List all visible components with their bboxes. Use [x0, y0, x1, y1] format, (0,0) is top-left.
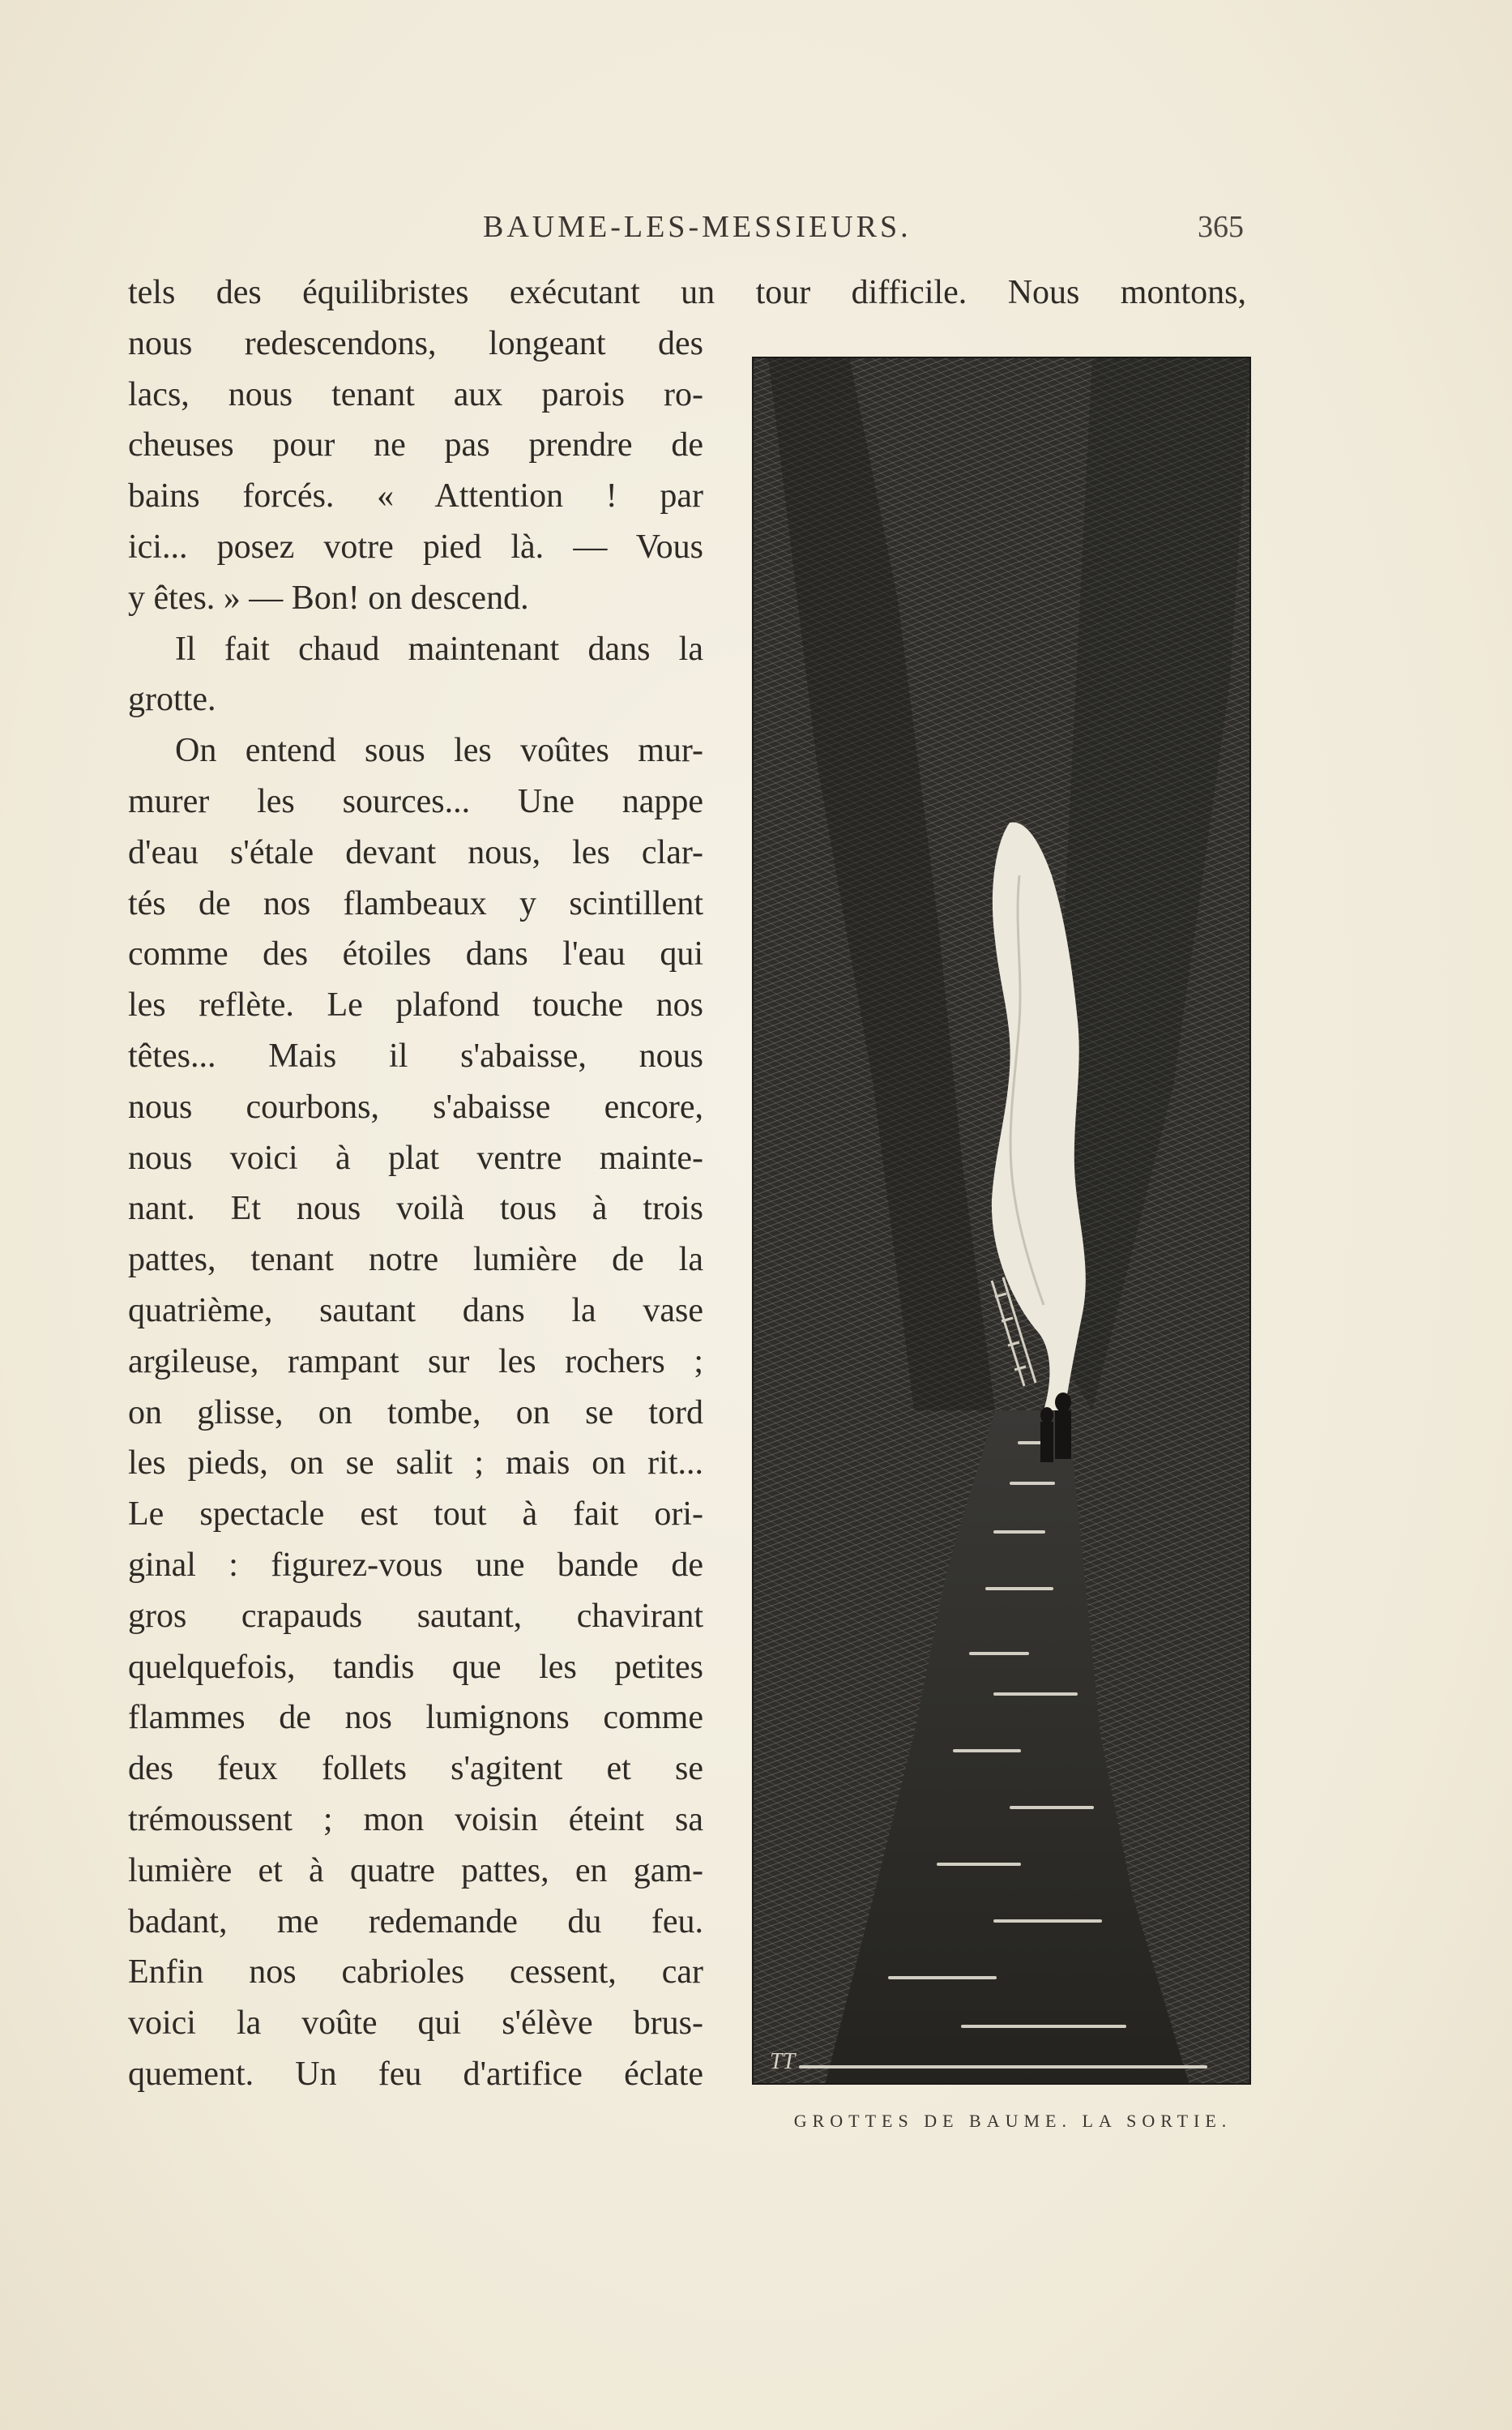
text-line: les reflète. Le plafond touche nos	[128, 986, 703, 1025]
text-line: d'eau s'étale devant nous, les clar-	[128, 833, 703, 871]
text-line: On entend sous les voûtes mur-	[175, 732, 703, 770]
text-line: tels des équilibristes exécutant un tour difficile. Nous montons,	[128, 274, 1246, 311]
running-head: BAUME-LES-MESSIEURS.	[483, 210, 912, 244]
text-line: nous voici à plat ventre mainte-	[128, 1139, 703, 1177]
text-line: gros crapauds sautant, chavirant	[128, 1597, 703, 1635]
text-line: quement. Un feu d'artifice éclate	[128, 2055, 703, 2093]
text-line: argileuse, rampant sur les rochers ;	[128, 1342, 703, 1380]
text-line: nant. Et nous voilà tous à trois	[128, 1190, 703, 1228]
text-line: trémoussent ; mon voisin éteint sa	[128, 1800, 703, 1838]
text-line: quelquefois, tandis que les petites	[128, 1648, 703, 1686]
text-line: des feux follets s'agitent et se	[128, 1750, 703, 1788]
page-number: 365	[1198, 210, 1244, 244]
cave-engraving-svg	[752, 357, 1251, 2085]
text-line: lumière et à quatre pattes, en gam-	[128, 1851, 703, 1889]
text-line: nous redescendons, longeant des	[128, 324, 703, 362]
text-line: tés de nos flambeaux y scintillent	[128, 884, 703, 922]
text-line: flammes de nos lumignons comme	[128, 1699, 703, 1737]
text-line: nous courbons, s'abaisse encore,	[128, 1088, 703, 1126]
text-line: Il fait chaud maintenant dans la	[175, 630, 703, 668]
text-line: ginal : figurez-vous une bande de	[128, 1546, 703, 1584]
figure-caption: GROTTES DE BAUME. LA SORTIE.	[793, 2111, 1232, 2131]
text-line: quatrième, sautant dans la vase	[128, 1291, 703, 1329]
text-line: on glisse, on tombe, on se tord	[128, 1393, 703, 1431]
text-line: grotte.	[128, 681, 216, 719]
text-line: badant, me redemande du feu.	[128, 1902, 703, 1940]
text-line: Le spectacle est tout à fait ori-	[128, 1495, 703, 1534]
body-text	[128, 267, 1246, 2100]
text-line: ici... posez votre pied là. — Vous	[128, 528, 703, 566]
text-line: Enfin nos cabrioles cessent, car	[128, 1953, 703, 1991]
text-line: têtes... Mais il s'abaisse, nous	[128, 1037, 703, 1075]
text-line: pattes, tenant notre lumière de la	[128, 1241, 703, 1279]
text-line: voici la voûte qui s'élève brus-	[128, 2004, 703, 2043]
text-line: y êtes. » — Bon! on descend.	[128, 579, 529, 617]
text-line: lacs, nous tenant aux parois ro-	[128, 375, 703, 413]
engraver-signature: TT	[770, 2049, 796, 2074]
text-line: comme des étoiles dans l'eau qui	[128, 935, 703, 973]
text-line: murer les sources... Une nappe	[128, 782, 703, 820]
text-line: cheuses pour ne pas prendre de	[128, 426, 703, 464]
text-line: bains forcés. « Attention ! par	[128, 477, 703, 516]
page-header	[0, 209, 1512, 250]
text-line: les pieds, on se salit ; mais on rit...	[128, 1444, 703, 1482]
cave-engraving	[752, 357, 1251, 2085]
